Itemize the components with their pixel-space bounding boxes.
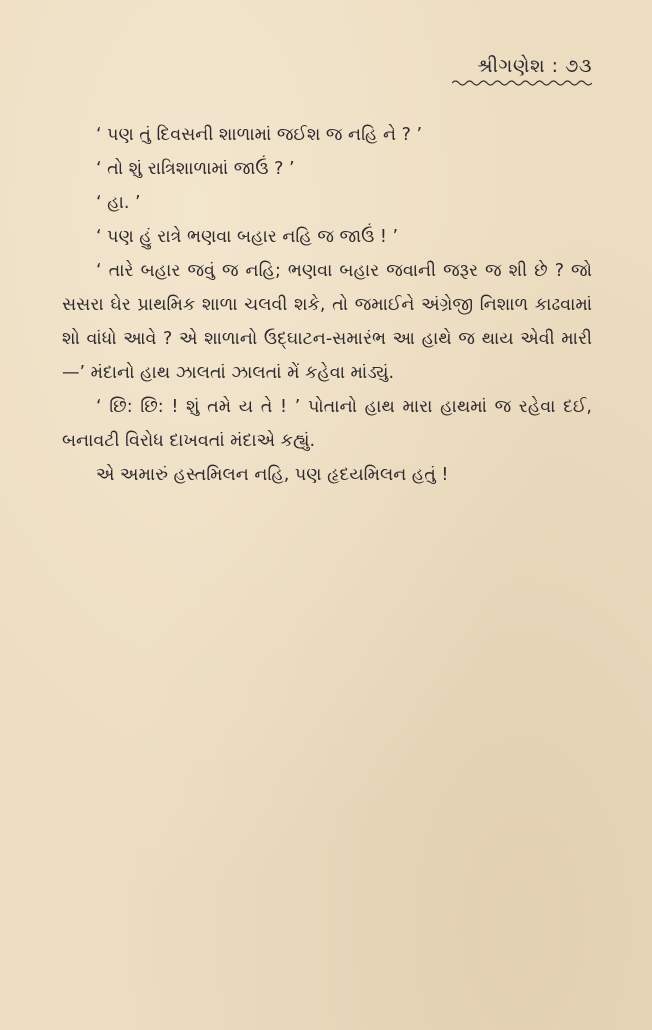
running-head bbox=[432, 55, 592, 87]
dialogue-line: ‘ પણ તું દિવસની શાળામાં જઈશ જ નહિ ને ? ’ bbox=[96, 125, 423, 145]
dialogue-line: ‘ પણ હું રાત્રે ભણવા બહાર નહિ જ જાઉં ! ’ bbox=[96, 227, 399, 247]
page-header-title: શ્રીગણેશ : ૭૩ bbox=[477, 55, 592, 77]
body-text bbox=[62, 118, 592, 492]
wavy-rule bbox=[452, 79, 592, 87]
paragraph: એ અમારું હસ્તમિલન નહિ, પણ હૃદયમિલન હતું ! bbox=[96, 465, 449, 485]
dialogue-line: ‘ તો શું રાત્રિશાળામાં જાઉં ? ’ bbox=[96, 159, 295, 179]
dialogue-line: ‘ હા. ’ bbox=[96, 193, 141, 213]
paragraph: ‘ તારે બહાર જવું જ નહિ; ભણવા બહાર જવાની જરૂર જ શી છે ? જો સસરા ઘેર પ્રાથમિક શાળા ચલવી શકે, તો જમાઈને અંગ્રેજી નિશાળ કાઢવામાં શો વાંધો આવે ? એ શાળાનો ઉદ્‌ઘાટન-સમારંભ આ હાથે જ થાય એવી મારી—’ મંદાનો હાથ ઝાલતાં ઝાલતાં મેં કહેવા માંડ્યું. bbox=[62, 261, 592, 383]
paragraph: ‘ છિ: છિ: ! શું તમે ય તે ! ’ પોતાનો હાથ મારા હાથમાં જ રહેવા દઈ, બનાવટી વિરોધ દાખવતાં મંદાએ કહ્યું. bbox=[62, 397, 592, 451]
